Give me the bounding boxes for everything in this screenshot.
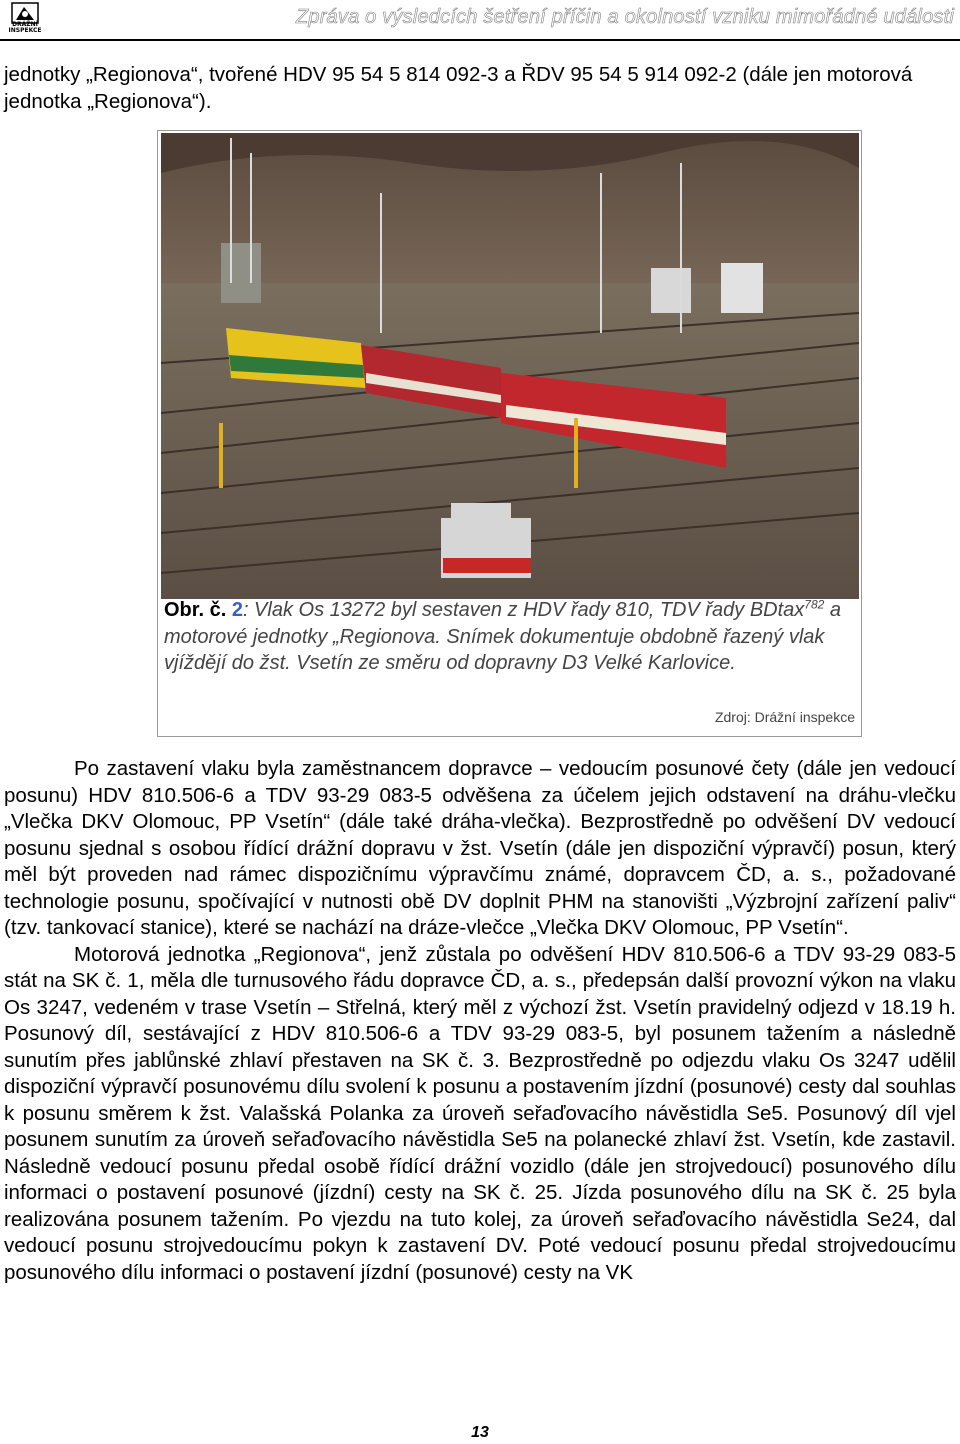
logo-text: DRÁŽNÍ INSPEKCE: [8, 21, 42, 34]
train-station-photo: [161, 133, 859, 599]
page-number: 13: [471, 1424, 489, 1441]
caption-superscript: 782: [804, 597, 825, 612]
caption-text-1: : Vlak Os 13272 byl sestaven z HDV řady 810, TDV řady BDtax: [242, 599, 805, 621]
document-title: Zpráva o výsledcích šetření příčin a okolností vzniku mimořádné události: [295, 6, 954, 28]
page-header: [0, 0, 960, 40]
header-divider: [0, 39, 960, 41]
paragraph-1: Po zastavení vlaku byla zaměstnancem dopravce – vedoucím posunové čety (dále jen vedoucí posunu) HDV 810.506-6 a TDV 93-29 083-5 odvěšena za účelem jejich odstavení na dráhu-vlečku „Vlečka DKV Olomouc, PP Vsetín“ (dále také dráha-vlečka). Bezprostředně po odvěšení DV vedoucí posunu sjednal s osobou řídící drážní dopravu v žst. Vsetín (dále jen dispoziční výpravčí) posun, který měl být proveden nad rámec dispozičnímu výpravčímu známé, dopravcem ČD, a. s., požadované technologie posunu, spočívající v nutnosti obě DV doplnit PHM na stanovišti „Výzbrojní zařízení paliv“ (tzv. tankovací stanice), které se nachází na dráze-vlečce „Vlečka DKV Olomouc, PP Vsetín“.: [4, 757, 956, 939]
caption-label: Obr. č.: [164, 599, 227, 621]
caption-text-2: a motorové jednotky „Regionova. Snímek dokumentuje obdobně řazený vlak vjíždějí do žst. Vsetín ze směru od dopravny D3 Velké Karlovice.: [164, 599, 842, 674]
figure: [157, 130, 862, 737]
body-text: [4, 756, 956, 1286]
figure-caption: [164, 597, 854, 677]
paragraph-2: Motorová jednotka „Regionova“, jenž zůstala po odvěšení HDV 810.506-6 a TDV 93-29 083-5 stát na SK č. 1, měla dle turnusového řádu dopravce ČD, a. s., předepsán další provozní výkon na vlaku Os 3247, vedeném v trase Vsetín – Střelná, který měl z výchozí žst. Vsetín pravidelný odjezd v 18.19 h. Posunový díl, sestávající z HDV 810.506-6 a TDV 93-29 083-5, byl posunem tažením a následně sunutím přes jablůnské zhlaví přestaven na SK č. 3. Bezprostředně po odjezdu vlaku Os 3247 udělil dispoziční výpravčí posunovému dílu svolení k posunu a postavením jízdní (posunové) cesty dal souhlas k posunu směrem k žst. Valašská Polanka za úroveň seřaďovacího návěstidla Se5. Posunový díl vjel posunem sunutím za úroveň seřaďovacího návěstidla Se5 na polanecké zhlaví žst. Vsetín, kde zastavil. Následně vedoucí posunu předal osobě řídící drážní vozidlo (dále jen strojvedoucí) posunového dílu informaci o postavení posunové (jízdní) cesty na SK č. 25. Jízda posunového dílu na SK č. 25 byla realizována posunem tažením. Po vjezdu na tuto kolej, za úroveň seřaďovacího návěstidla Se24, dal vedoucí posunu strojvedoucímu pokyn k zastavení DV. Poté vedoucí posunu předal strojvedoucímu posunového dílu informaci o postavení jízdní (posunové) cesty na VK: [4, 942, 956, 1284]
caption-number: 2: [231, 599, 243, 621]
intro-paragraph: jednotky „Regionova“, tvořené HDV 95 54 5 814 092-3 a ŘDV 95 54 5 914 092-2 (dále jen motorová jednotka „Regionova“).: [4, 63, 913, 113]
figure-source: Zdroj: Drážní inspekce: [714, 709, 855, 725]
